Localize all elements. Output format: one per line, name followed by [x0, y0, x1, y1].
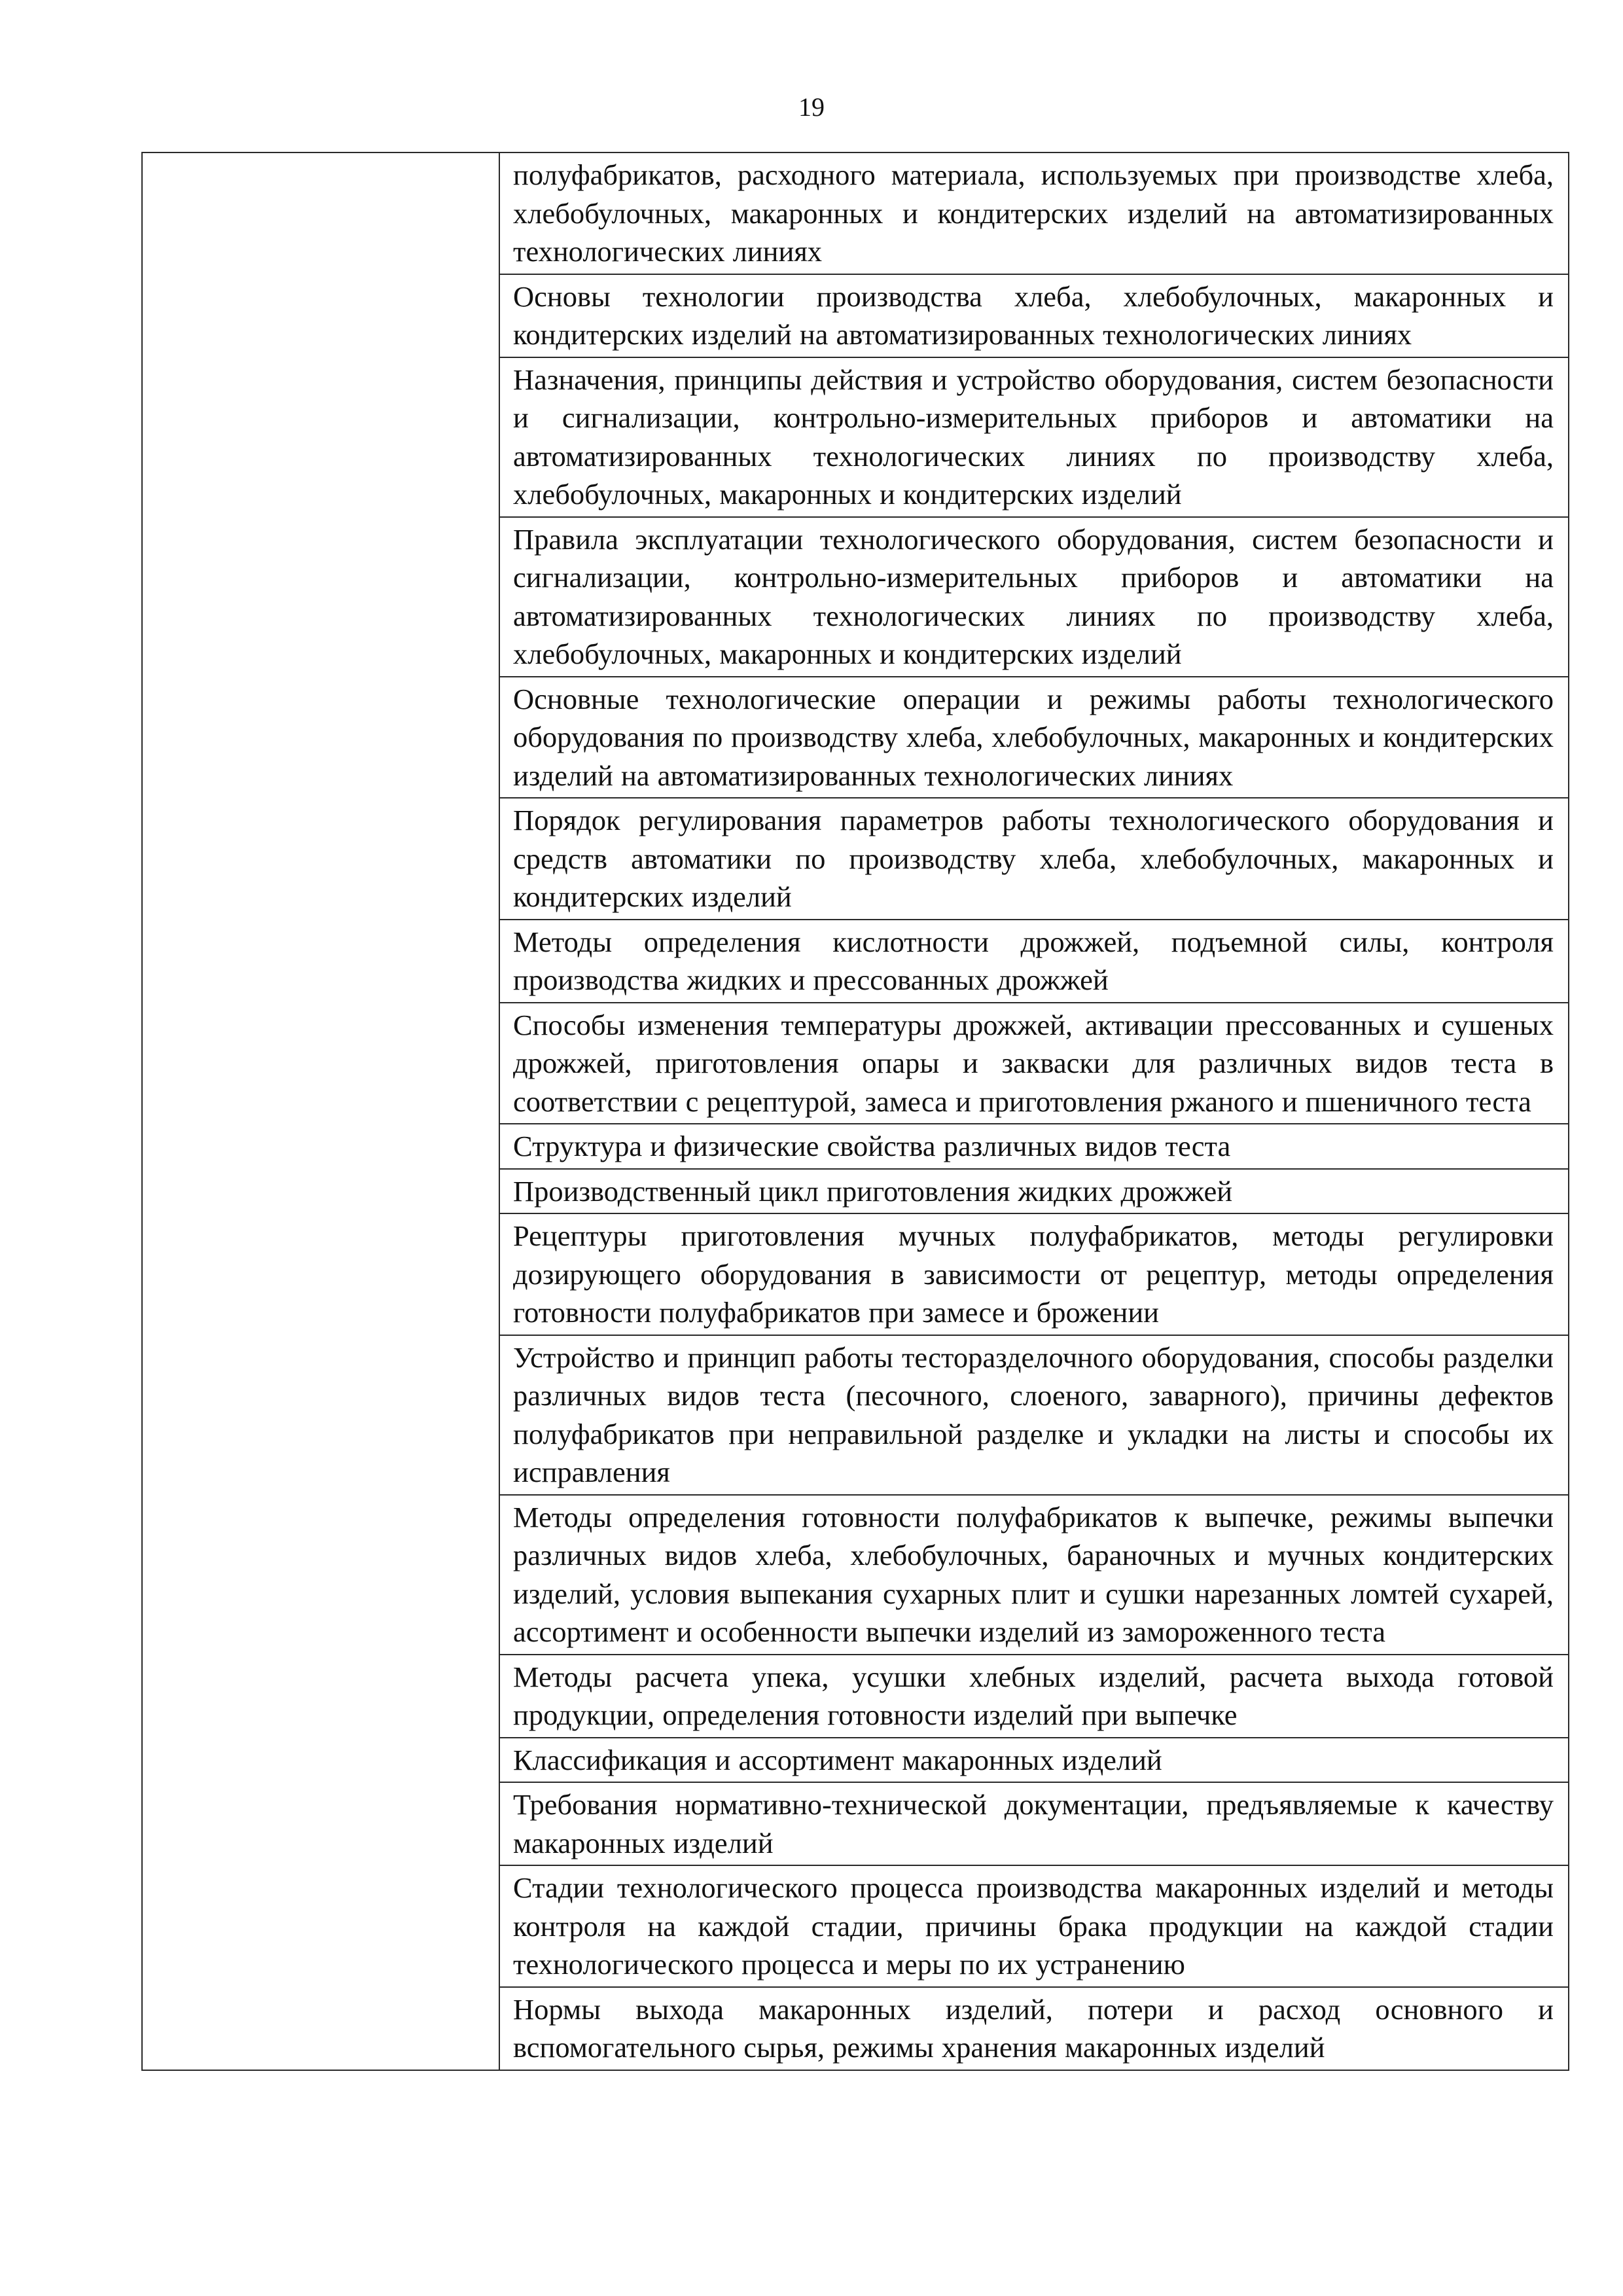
- table-row: Назначения, принципы действия и устройство оборудования, систем безопасности и сигнализации, контрольно-измерительных приборов и автоматики на автоматизированных технологических линиях по производству хлеба, хлебобулочных, макаронных и кондитерских изделий: [500, 358, 1568, 518]
- table-row: полуфабрикатов, расходного материала, используемых при производстве хлеба, хлебобулочных, макаронных и кондитерских изделий на автоматизированных технологических линиях: [500, 153, 1568, 275]
- table-row: [142, 152, 1569, 2070]
- table-row: Методы определения кислотности дрожжей, подъемной силы, контроля производства жидких и прессованных дрожжей: [500, 920, 1568, 1003]
- table-row: Нормы выхода макаронных изделий, потери и расход основного и вспомогательного сырья, режимы хранения макаронных изделий: [513, 1992, 1554, 2064]
- table-row: Стадии технологического процесса производства макаронных изделий и методы контроля на каждой стадии, причины брака продукции на каждой стадии технологического процесса и меры по их устранению: [500, 1866, 1568, 1988]
- table-row: Производственный цикл приготовления жидких дрожжей: [500, 1170, 1568, 1215]
- table-row: Основные технологические операции и режимы работы технологического оборудования по производству хлеба, хлебобулочных, макаронных и кондитерских изделий на автоматизированных технологических линиях: [500, 677, 1568, 799]
- table-row: Классификация и ассортимент макаронных изделий: [500, 1738, 1568, 1784]
- table-row: Способы изменения температуры дрожжей, активации прессованных и сушеных дрожжей, приготовления опары и закваски для различных видов теста в соответствии с рецептурой, замеса и приготовления ржаного и пшеничного теста: [500, 1003, 1568, 1125]
- table-row: Правила эксплуатации технологического оборудования, систем безопасности и сигнализации, контрольно-измерительных приборов и автоматики на автоматизированных технологических линиях по производству хлеба, хлебобулочных, макаронных и кондитерских изделий: [500, 518, 1568, 677]
- page-number: 19: [798, 92, 825, 122]
- table-row: Основы технологии производства хлеба, хлебобулочных, макаронных и кондитерских изделий на автоматизированных технологических линиях: [500, 275, 1568, 358]
- table-row: Порядок регулирования параметров работы технологического оборудования и средств автоматики по производству хлеба, хлебобулочных, макаронных и кондитерских изделий: [500, 798, 1568, 920]
- requirements-table: [141, 152, 1569, 2071]
- table-row: Рецептуры приготовления мучных полуфабрикатов, методы регулировки дозирующего оборудования в зависимости от рецептур, методы определения готовности полуфабрикатов при замесе и брожении: [500, 1214, 1568, 1336]
- table-row: Устройство и принцип работы тесторазделочного оборудования, способы разделки различных видов теста (песочного, слоеного, заварного), причины дефектов полуфабрикатов при неправильной разделке и укладки на листы и способы их исправления: [500, 1336, 1568, 1496]
- knowledge-list-column: [499, 152, 1569, 2070]
- table-row: Методы расчета упека, усушки хлебных изделий, расчета выхода готовой продукции, определения готовности изделий при выпечке: [500, 1655, 1568, 1738]
- table-row: Структура и физические свойства различных видов теста: [500, 1124, 1568, 1170]
- empty-left-column: [142, 152, 499, 2070]
- table-row: Требования нормативно-технической документации, предъявляемые к качеству макаронных изделий: [500, 1783, 1568, 1866]
- table-row: Методы определения готовности полуфабрикатов к выпечке, режимы выпечки различных видов хлеба, хлебобулочных, бараночных и мучных кондитерских изделий, условия выпекания сухарных плит и сушки нарезанных ломтей сухарей, ассортимент и особенности выпечки изделий из замороженного теста: [500, 1496, 1568, 1655]
